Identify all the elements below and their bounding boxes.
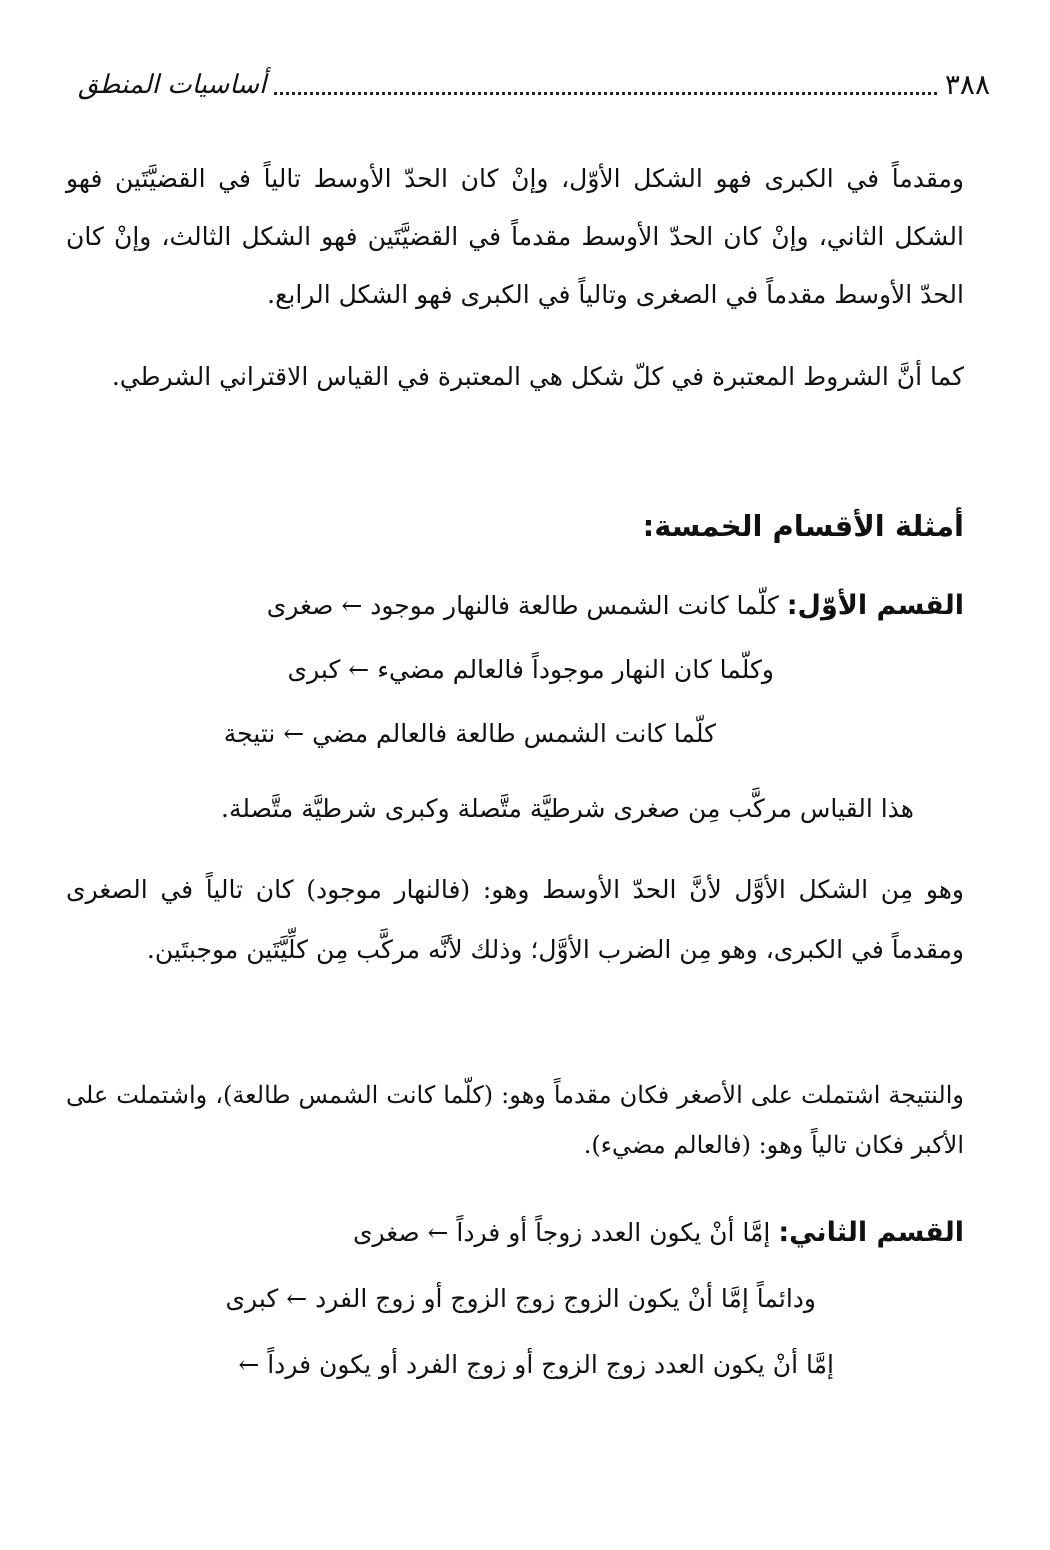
example1-label: القسم الأوّل: bbox=[786, 590, 964, 621]
example-first-section bbox=[66, 574, 964, 766]
book-title: أساسيات المنطق bbox=[78, 70, 267, 100]
paragraph-conclusion-terms: والنتيجة اشتملت على الأصغر فكان مقدماً وهو: (كلّما كانت الشمس طالعة)، واشتملت على الأكبر فكان تالياً وهو: (فالعالم مضيء). bbox=[66, 1081, 964, 1159]
section-heading: أمثلة الأقسام الخمسة: bbox=[642, 509, 964, 543]
example2-conclusion: إمَّا أنْ يكون العدد زوج الزوج أو زوج الفرد أو يكون فرداً ← bbox=[238, 1350, 834, 1379]
paragraph-conditions: كما أنَّ الشروط المعتبرة في كلّ شكل هي المعتبرة في القياس الاقتراني الشرطي. bbox=[111, 362, 964, 391]
example2-minor-premise bbox=[66, 1200, 964, 1266]
paragraph-first-figure: وهو مِن الشكل الأوَّل لأنَّ الحدّ الأوسط وهو: (فالنهار موجود) كان تالياً في الصغرى ومقدماً في الكبرى، وهو مِن الضرب الأوَّل؛ وذلك لأنَّه مركَّب مِن كلِّيَّتَين موجبتَين. bbox=[66, 875, 964, 964]
example1-conclusion: كلّما كانت الشمس طالعة فالعالم مضي ← نتيجة bbox=[223, 719, 716, 748]
header-dotted-leader bbox=[274, 91, 937, 95]
paragraph-composition: هذا القياس مركَّب مِن صغرى شرطيَّة متَّصلة وكبرى شرطيَّة متَّصلة. bbox=[221, 794, 914, 823]
page-number: ٣٨٨ bbox=[944, 68, 990, 101]
example-second-section bbox=[66, 1200, 964, 1398]
example1-minor-premise bbox=[66, 574, 964, 638]
example2-major-premise: ودائماً إمَّا أنْ يكون الزوج زوج الزوج أو زوج الفرد ← كبرى bbox=[225, 1284, 816, 1313]
paragraph-figures-definition: ومقدماً في الكبرى فهو الشكل الأوّل، وإنْ كان الحدّ الأوسط تالياً في القضيَّتَين فهو الشكل الثاني، وإنْ كان الحدّ الأوسط مقدماً في القضيَّتَين فهو الشكل الثالث، وإنْ كان الحدّ الأوسط مقدماً في الصغرى وتالياً في الكبرى فهو الشكل الرابع. bbox=[66, 164, 964, 309]
example1-line1-text: كلّما كانت الشمس طالعة فالنهار موجود ← صغرى bbox=[266, 591, 779, 620]
example2-line1-text: إمَّا أنْ يكون العدد زوجاً أو فرداً ← صغرى bbox=[352, 1218, 771, 1247]
running-header bbox=[78, 62, 990, 102]
example1-major-premise: وكلّما كان النهار موجوداً فالعالم مضيء ← كبرى bbox=[287, 655, 774, 684]
example2-label: القسم الثاني: bbox=[778, 1217, 964, 1248]
